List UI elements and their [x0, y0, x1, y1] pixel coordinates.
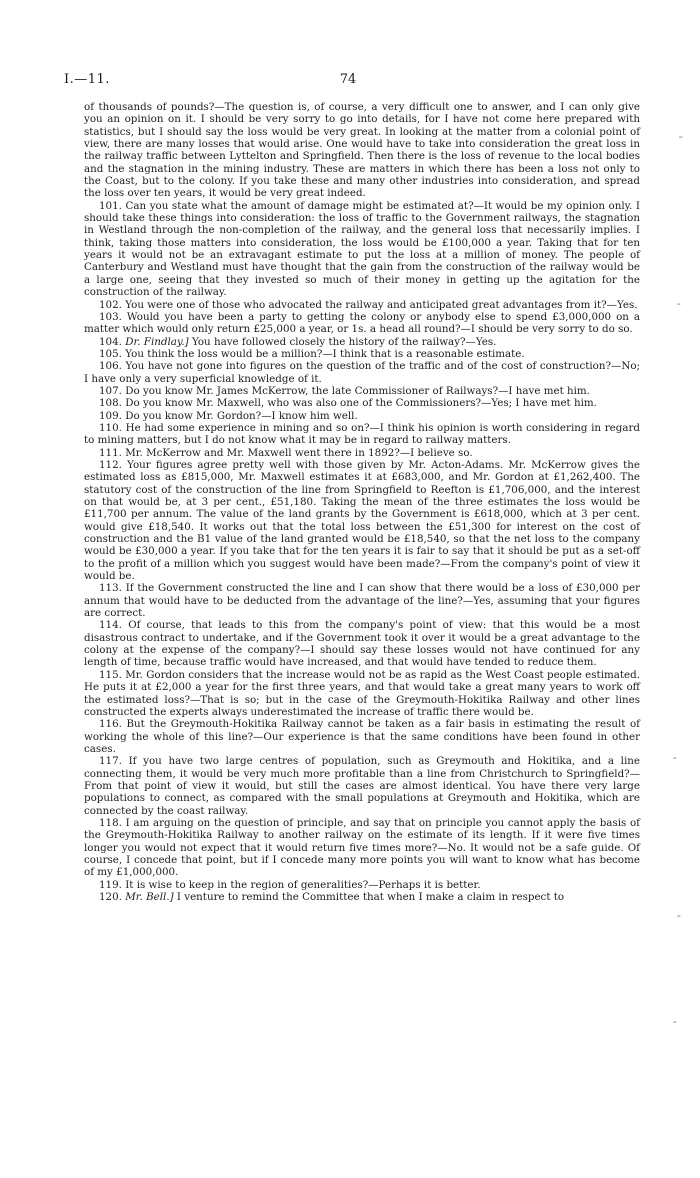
paragraph — [84, 336, 640, 348]
margin-mark: ˉ — [676, 914, 682, 927]
margin-mark: ˉ — [676, 302, 682, 315]
question-number: 111. — [99, 446, 122, 459]
question-number: 104. — [99, 335, 122, 348]
paragraph-text: Do you know Mr. Gordon?—I know him well. — [125, 409, 358, 422]
paragraph-text: It is wise to keep in the region of generalities?—Perhaps it is better. — [125, 878, 481, 891]
paragraph — [84, 311, 640, 336]
paragraph — [84, 891, 640, 903]
paragraph — [84, 422, 640, 447]
page-number: 74 — [339, 72, 357, 87]
paragraph-text: He had some experience in mining and so on?—I think his opinion is worth considering in regard to mining matters, but I do not know what it may be in regard to railway matters. — [84, 421, 640, 447]
paragraph-text: You have followed closely the history of the railway?—Yes. — [191, 335, 497, 348]
question-number: 105. — [99, 347, 122, 360]
margin-mark: ˉ — [672, 756, 678, 769]
paragraph-text: You think the loss would be a million?—I think that is a reasonable estimate. — [125, 347, 525, 360]
paragraph — [84, 718, 640, 755]
paragraph — [84, 299, 640, 311]
speaker-label: Mr. Bell.] — [125, 891, 174, 903]
paragraph — [84, 200, 640, 299]
question-number: 120. — [99, 891, 122, 903]
question-number: 114. — [99, 619, 122, 632]
paragraph — [84, 817, 640, 879]
question-number: 116. — [99, 718, 122, 731]
question-number: 108. — [99, 397, 122, 410]
question-number: 115. — [99, 668, 122, 681]
document-reference: I.—11. — [64, 72, 110, 87]
question-number: 110. — [99, 421, 122, 434]
page-header — [64, 72, 632, 92]
paragraph-text: I venture to remind the Committee that when I make a claim in respect to — [176, 891, 565, 903]
paragraph — [84, 755, 640, 817]
paragraph — [84, 459, 640, 582]
speaker-label: Dr. Findlay.] — [125, 335, 189, 348]
margin-mark: ˉ — [672, 1020, 678, 1033]
paragraph-text: I am arguing on the question of principle, and say that on principle you cannot apply the basis of the Greymouth-Hokitika Railway to another railway on the estimate of its length. If it were five times longer you would not expect that it would return five times more?—No. It would not be a safe guide. Of course, I concede that point, but if I concede many more points you will want to know what has become of my £1,000,000. — [84, 816, 640, 879]
paragraph-text: You were one of those who advocated the railway and anticipated great advantages from it?—Yes. — [125, 298, 638, 311]
paragraph-text: But the Greymouth-Hokitika Railway cannot be taken as a fair basis in estimating the result of working the whole of this line?—Our experience is that the same conditions have been found in other cases. — [84, 718, 640, 755]
question-number: 103. — [99, 310, 122, 323]
paragraph — [84, 410, 640, 422]
paragraph-text: If you have two large centres of population, such as Greymouth and Hokitika, and a line connecting them, it would be very much more profitable than a line from Christchurch to Springfield?—From that point of view it would, but still the cases are almost identical. You have there very large populations to connect, as compared with the small populations at Greymouth and Hokitika, which are connected by the coast railway. — [84, 755, 640, 817]
paragraph — [84, 582, 640, 619]
question-number: 106. — [99, 360, 122, 373]
paragraph-text: Do you know Mr. Maxwell, who was also one of the Commissioners?—Yes; I have met him. — [125, 397, 597, 410]
paragraph — [84, 619, 640, 668]
question-number: 113. — [99, 582, 122, 595]
margin-mark: ˉ — [678, 135, 684, 148]
paragraph-text: of thousands of pounds?—The question is, of course, a very difficult one to answer, and I can only give you an opinion on it. I should be very sorry to go into details, for I have not come here prepared with statistics, but I should say the loss would be very great. In looking at the matter from a colonial point of view, there are many losses that would arise. One would have to take into consideration the great loss in the railway traffic between Lyttelton and Springfield. Then there is the loss of revenue to the local bodies and the stagnation in the mining industry. These are matters in which there has been a loss not only to the Coast, but to the colony. If you take these and many other industries into consideration, and spread the loss over ten years, it would be very great indeed. — [84, 101, 640, 200]
paragraph — [84, 447, 640, 459]
question-number: 102. — [99, 298, 122, 311]
question-number: 112. — [99, 458, 122, 471]
paragraph-text: Of course, that leads to this from the company's point of view: that this would be a most disastrous contract to undertake, and if the Government took it over it would be a great advantage to the colony at the expense of the company?—I should say these losses would not have continued for any length of time, because traffic would have increased, and that would have tended to reduce them. — [84, 619, 640, 669]
paragraph — [84, 360, 640, 385]
paragraph — [84, 101, 640, 200]
paragraph — [84, 348, 640, 360]
question-number: 101. — [99, 199, 122, 212]
paragraph — [84, 385, 640, 397]
paragraph-text: Mr. Gordon considers that the increase would not be as rapid as the West Coast people estimated. He puts it at £2,000 a year for the first three years, and that would take a great many years to work off the estimated loss?—That is so; but in the case of the Greymouth-Hokitika Railway and other lines constructed the experts always underestimated the increase of traffic there would be. — [84, 668, 640, 718]
paragraph-text: Mr. McKerrow and Mr. Maxwell went there in 1892?—I believe so. — [125, 446, 473, 459]
question-number: 107. — [99, 384, 122, 397]
paragraph-text: If the Government constructed the line and I can show that there would be a loss of £30,000 per annum that would have to be deducted from the advantage of the line?—Yes, assuming that your figures are correct. — [84, 582, 640, 620]
paragraph-text: Do you know Mr. James McKerrow, the late Commissioner of Railways?—I have met him. — [125, 384, 590, 397]
question-number: 119. — [99, 878, 122, 891]
paragraph — [84, 879, 640, 891]
question-number: 118. — [99, 816, 122, 829]
document-body — [84, 101, 640, 903]
question-number: 109. — [99, 409, 122, 422]
paragraph — [84, 397, 640, 409]
paragraph — [84, 669, 640, 718]
paragraph-text: Your figures agree pretty well with those given by Mr. Acton-Adams. Mr. McKerrow gives the estimated loss as £815,000, Mr. Maxwell estimates it at £683,000, and Mr. Gordon at £1,262,400. The statutory cost of the construction of the line from Springfield to Reefton is £1,706,000, and the interest on that would be, at 3 per cent., £51,180. Taking the mean of the three estimates the loss would be £11,700 per annum. The value of the land grants by the Government is £618,000, which at 3 per cent. would give £18,540. It works out that the total loss between the £51,300 for interest on the cost of construction and the B1 value of the land granted would be £18,540, so that the net loss to the company would be £30,000 a year. If you take that for the ten years it is fair to say that it should be put as a set-off to the profit of a million which you suggest would have been made?—From the company's point of view it would be. — [84, 458, 640, 583]
question-number: 117. — [99, 755, 122, 768]
paragraph-text: Would you have been a party to getting the colony or anybody else to spend £3,000,000 on a matter which would only return £25,000 a year, or 1s. a head all round?—I should be very sorry to do so. — [84, 310, 640, 336]
paragraph-text: You have not gone into figures on the question of the traffic and of the cost of construction?—No; I have only a very superficial knowledge of it. — [84, 360, 640, 385]
paragraph-text: Can you state what the amount of damage might be estimated at?—It would be my opinion only. I should take these things into consideration: the loss of traffic to the Government railways, the stagnation in Westland through the non-completion of the railway, and the general loss that necessarily implies. I think, taking those matters into consideration, the loss would be £100,000 a year. Taking that for ten years it would not be an extravagant estimate to put the loss at a million of money. The people of Canterbury and Westland must have thought that the gain from the construction of the railway would be a large one, seeing that they invested so much of their money in getting up the agitation for the construction of the railway. — [84, 199, 640, 299]
